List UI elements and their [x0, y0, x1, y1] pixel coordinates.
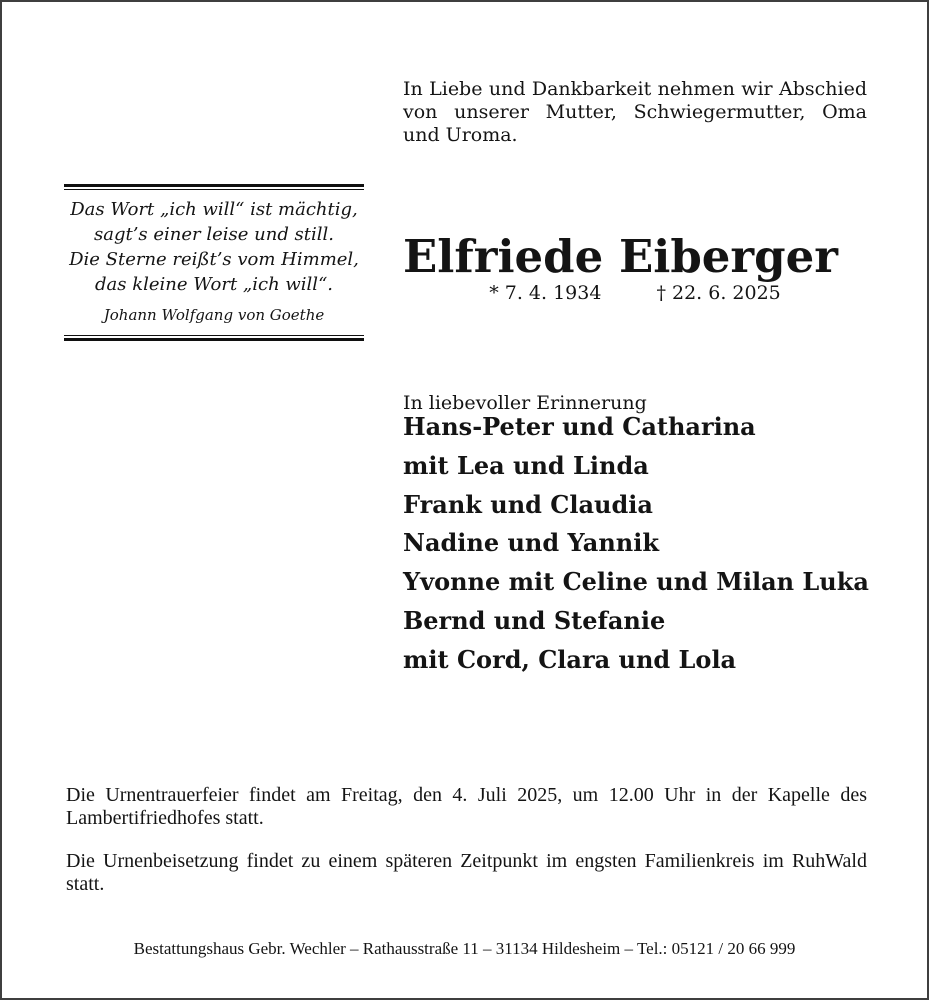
mourner-line: Yvonne mit Celine und Milan Luka [403, 567, 869, 597]
mourner-line: Frank und Claudia [403, 489, 653, 519]
remembrance-label: In liebevoller Erinnerung [403, 392, 647, 414]
intro-text: In Liebe und Dankbarkeit nehmen wir Abschied von unserer Mutter, Schwiegermutter, Oma und Uroma. [403, 78, 867, 146]
quote-line: Das Wort „ich will“ ist mächtig, [70, 199, 358, 220]
mourner-line: mit Cord, Clara und Lola [403, 644, 737, 674]
death-date: † 22. 6. 2025 [656, 282, 781, 304]
service-info: Die Urnentrauerfeier findet am Freitag, den 4. Juli 2025, um 12.00 Uhr in der Kapelle des Lambertifriedhofes statt. [66, 784, 867, 829]
mourner-line: Hans-Peter und Catharina [403, 412, 756, 441]
deceased-name: Elfriede Eiberger [403, 230, 838, 284]
mourner-line: mit Lea und Linda [403, 450, 649, 480]
birth-date: * 7. 4. 1934 [489, 282, 602, 304]
quote-bottom-rule [64, 335, 364, 341]
quote-attribution: Johann Wolfgang von Goethe [103, 306, 325, 324]
funeral-home-line: Bestattungshaus Gebr. Wechler – Rathausstraße 11 – 31134 Hildesheim – Tel.: 05121 / 20 66 999 [133, 939, 796, 958]
quote-line: Die Sterne reißt’s vom Himmel, [69, 249, 359, 270]
quote-line: das kleine Wort „ich will“. [94, 274, 333, 295]
mourners-list [403, 408, 893, 680]
mourner-line: Bernd und Stefanie [403, 605, 666, 635]
quote-box [64, 184, 364, 341]
burial-info: Die Urnenbeisetzung findet zu einem späteren Zeitpunkt im engsten Familienkreis im RuhWald statt. [66, 850, 867, 895]
quote-text [64, 190, 364, 303]
quote-line: sagt’s einer leise und still. [93, 224, 335, 245]
life-dates [403, 282, 867, 304]
mourner-line: Nadine und Yannik [403, 528, 659, 558]
